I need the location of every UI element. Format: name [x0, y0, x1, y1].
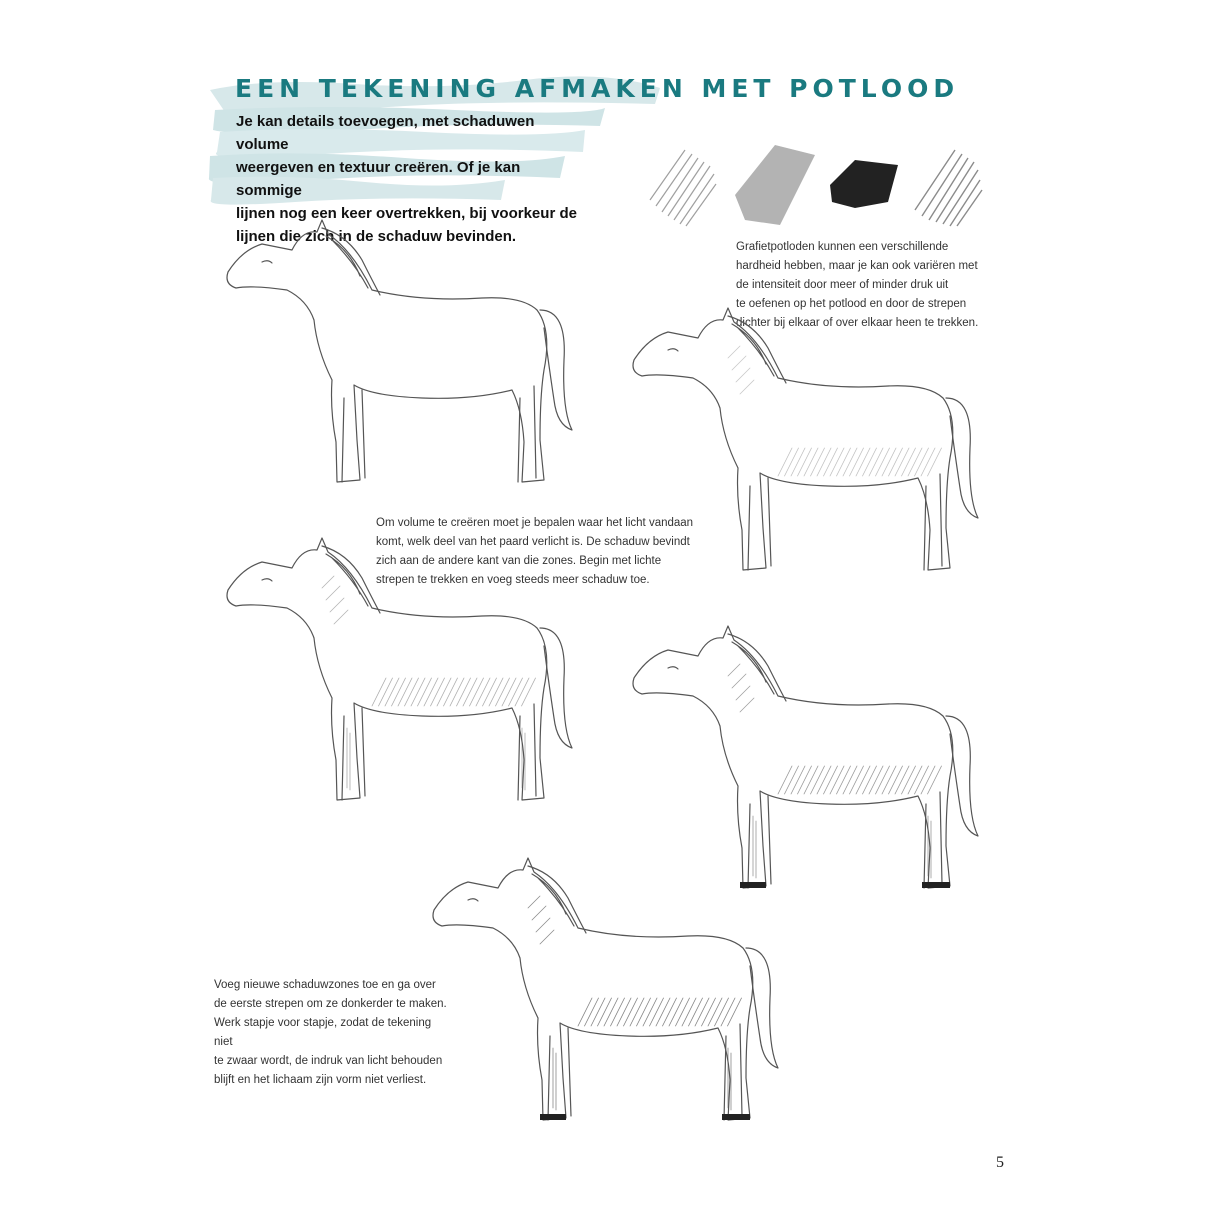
horse-drawing-more-shading	[222, 528, 592, 828]
caption-line: Om volume te creëren moet je bepalen waar het licht vandaan	[376, 517, 694, 529]
horse-eye	[262, 261, 272, 263]
horse-belly-shading	[372, 678, 536, 706]
horse-leg-shading	[347, 728, 525, 790]
caption-line: de intensiteit door meer of minder druk uit	[736, 279, 949, 291]
horse-drawing-outline	[222, 210, 592, 510]
caption-line: blijft en het lichaam zijn vorm niet verliest.	[214, 1074, 427, 1086]
intro-line: Je kan details toevoegen, met schaduwen volume	[236, 113, 535, 153]
horse-legs	[548, 1024, 742, 1120]
horse-body-outline	[227, 220, 547, 482]
caption-line: komt, welk deel van het paard verlicht is. De schaduw bevindt	[376, 536, 690, 548]
caption-line: Voeg nieuwe schaduwzones toe en ga over	[214, 979, 436, 991]
horse-neck-shading	[728, 346, 754, 394]
horse-eye	[468, 899, 478, 901]
horse-neck-shading	[322, 576, 348, 624]
horse-drawing-finished	[428, 848, 798, 1148]
horse-belly-shading	[578, 998, 742, 1026]
swatch-dark-graphite	[830, 160, 898, 208]
horse-eye	[668, 349, 678, 351]
horse-neck-shading	[528, 896, 554, 944]
intro-line: lijnen die zich in de schaduw bevinden.	[236, 228, 517, 245]
caption-line: strepen te trekken en voeg steeds meer schaduw toe.	[376, 574, 650, 586]
swatch-soft-gray	[735, 145, 815, 225]
horse-mane	[322, 228, 380, 295]
caption-line: hardheid hebben, maar je kan ook variëren met	[736, 260, 978, 272]
horse-legs	[342, 704, 536, 800]
caption-line: de eerste strepen om ze donkerder te maken.	[214, 998, 447, 1010]
caption-line: te zwaar wordt, de indruk van licht behouden	[214, 1055, 443, 1067]
horse-body-outline	[227, 538, 547, 800]
horse-eye	[668, 667, 678, 669]
horse-eye	[262, 579, 272, 581]
caption-line: Werk stapje voor stapje, zodat de tekening niet	[214, 1017, 432, 1048]
horse-belly-shading	[778, 766, 942, 794]
horse-body-outline	[633, 308, 953, 570]
horse-legs	[342, 386, 536, 482]
caption-line: dichter bij elkaar of over elkaar heen te trekken.	[736, 317, 979, 329]
intro-line: lijnen nog een keer overtrekken, bij voorkeur de	[236, 205, 577, 222]
intro-line: weergeven en textuur creëren. Of je kan sommige	[236, 159, 521, 199]
horse-leg-shading	[553, 1048, 731, 1110]
swatch-hatched-light	[650, 150, 716, 226]
graphite-swatches	[640, 140, 1010, 235]
horse-drawing-light-shading	[628, 298, 998, 598]
caption-line: Grafietpotloden kunnen een verschillende	[736, 241, 949, 253]
caption-line: te oefenen op het potlood en door de strepen	[736, 298, 967, 310]
page-title: EEN TEKENING AFMAKEN MET POTLOOD	[235, 74, 960, 103]
caption-line: zich aan de andere kant van die zones. Begin met lichte	[376, 555, 662, 567]
swatch-hatched-gray	[915, 150, 982, 226]
caption-shadow	[214, 976, 449, 1090]
horse-belly-shading	[778, 448, 942, 476]
horse-legs	[748, 474, 942, 570]
horse-body-outline	[433, 858, 753, 1120]
horse-neck-shading	[728, 664, 754, 712]
page-number: 5	[996, 1154, 1004, 1171]
